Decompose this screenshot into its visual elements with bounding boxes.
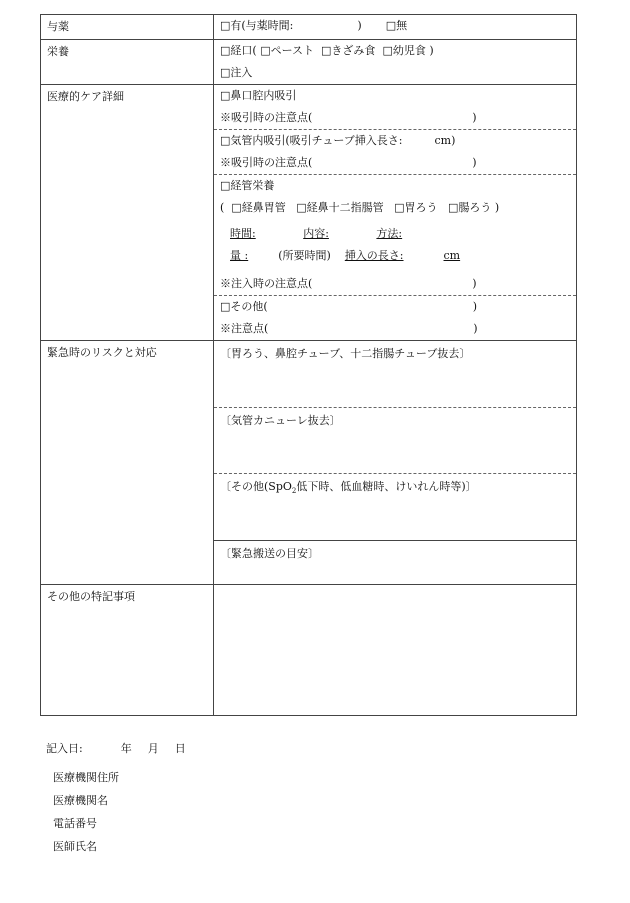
remarks-cell [214, 585, 577, 716]
feeding-details-line1 [214, 223, 576, 245]
suction-note: ※吸引時の注意点( [220, 111, 313, 124]
tube-removal: 〔胃ろう、鼻腔チューブ、十二指腸チューブ抜去〕 [220, 347, 471, 360]
nutrition-minced: □きざみ食 [321, 44, 376, 57]
caution: ※注意点( [220, 322, 269, 335]
remarks-label: その他の特記事項 [41, 585, 214, 716]
emergency-row [41, 341, 577, 585]
tracheal-cm: cm) [434, 134, 456, 147]
caution-close: ) [473, 322, 478, 335]
date-line [46, 737, 186, 760]
date-month: 月 [147, 742, 159, 755]
medication-row [41, 15, 577, 40]
medication-yes: □有(与薬時間: [220, 19, 294, 32]
medication-none: □無 [385, 19, 408, 32]
suction-note2-line [214, 152, 576, 174]
emergency-cell [214, 341, 577, 585]
feeding-details-line2 [214, 245, 576, 267]
insert-length: 挿入の長さ: cm [344, 249, 461, 262]
tube-types-open: ( [220, 201, 225, 214]
suction-note2: ※吸引時の注意点( [220, 156, 313, 169]
cannula-removal: 〔気管カニューレ抜去〕 [214, 407, 576, 473]
suction-note-line [214, 107, 576, 129]
medication-cell [214, 15, 577, 40]
emergency-transport: 〔緊急搬送の目安〕 [214, 540, 576, 584]
feeding-content: 内容: [303, 227, 329, 240]
other-care: □その他( [220, 300, 268, 313]
nutrition-injection: □注入 [220, 66, 253, 79]
feeding-method: 方法: [376, 227, 403, 240]
remarks-row [41, 585, 577, 716]
nutrition-row [41, 40, 577, 85]
medication-label: 与薬 [41, 15, 214, 40]
nutrition-infant: □幼児食 [382, 44, 426, 57]
other-line [214, 295, 576, 318]
medical-care-cell [214, 85, 577, 341]
nasogastric: □経鼻胃管 [231, 201, 286, 214]
tube-feeding: □経管栄養 [214, 174, 576, 197]
injection-note-line [214, 273, 576, 295]
emergency-label: 緊急時のリスクと対応 [41, 341, 214, 585]
nutrition-oral: □経口( [220, 44, 257, 57]
feeding-duration: (所要時間) [278, 249, 331, 262]
other-care-close: ) [472, 300, 477, 313]
emergency-other: 〔その他(SpO$_2$低下時、低血糖時、けいれん時等)〕 [214, 473, 576, 540]
tube-types-line [214, 197, 576, 219]
footer-doctor: 医師氏名 [53, 840, 97, 853]
caution-line [214, 318, 576, 340]
tracheal-suction: □気管内吸引(吸引チューブ挿入長さ: [220, 134, 403, 147]
date-label: 記入日: [46, 742, 83, 755]
medication-close: ) [357, 19, 362, 32]
suction-note2-close: ) [472, 156, 477, 169]
medical-care-label: 医療的ケア詳細 [41, 85, 214, 341]
nutrition-cell [214, 40, 577, 85]
footer-institution: 医療機関名 [53, 794, 108, 807]
nutrition-close: ) [429, 44, 434, 57]
date-year: 年 [120, 742, 132, 755]
nasoduodenal: □経鼻十二指腸管 [296, 201, 384, 214]
nutrition-label: 栄養 [41, 40, 214, 85]
enterostomy: □腸ろう [448, 201, 492, 214]
nutrition-paste: □ペースト [260, 44, 315, 57]
feeding-time: 時間: [230, 227, 256, 240]
injection-note-close: ) [472, 277, 477, 290]
suction-note-close: ) [472, 111, 477, 124]
medical-care-form [40, 14, 577, 716]
footer-phone: 電話番号 [53, 817, 97, 830]
feeding-amount: 量 : [230, 249, 249, 262]
medication-line [214, 15, 576, 37]
medical-care-row [41, 85, 577, 341]
footer [46, 737, 186, 858]
injection-note: ※注入時の注意点( [220, 277, 313, 290]
nasal-suction: □鼻口腔内吸引 [220, 89, 297, 102]
gastrostomy: □胃ろう [394, 201, 438, 214]
nutrition-oral-line [214, 40, 576, 62]
footer-address: 医療機関住所 [53, 771, 119, 784]
tube-types-close: ) [494, 201, 500, 214]
date-day: 日 [174, 742, 186, 755]
tracheal-suction-line [214, 129, 576, 152]
